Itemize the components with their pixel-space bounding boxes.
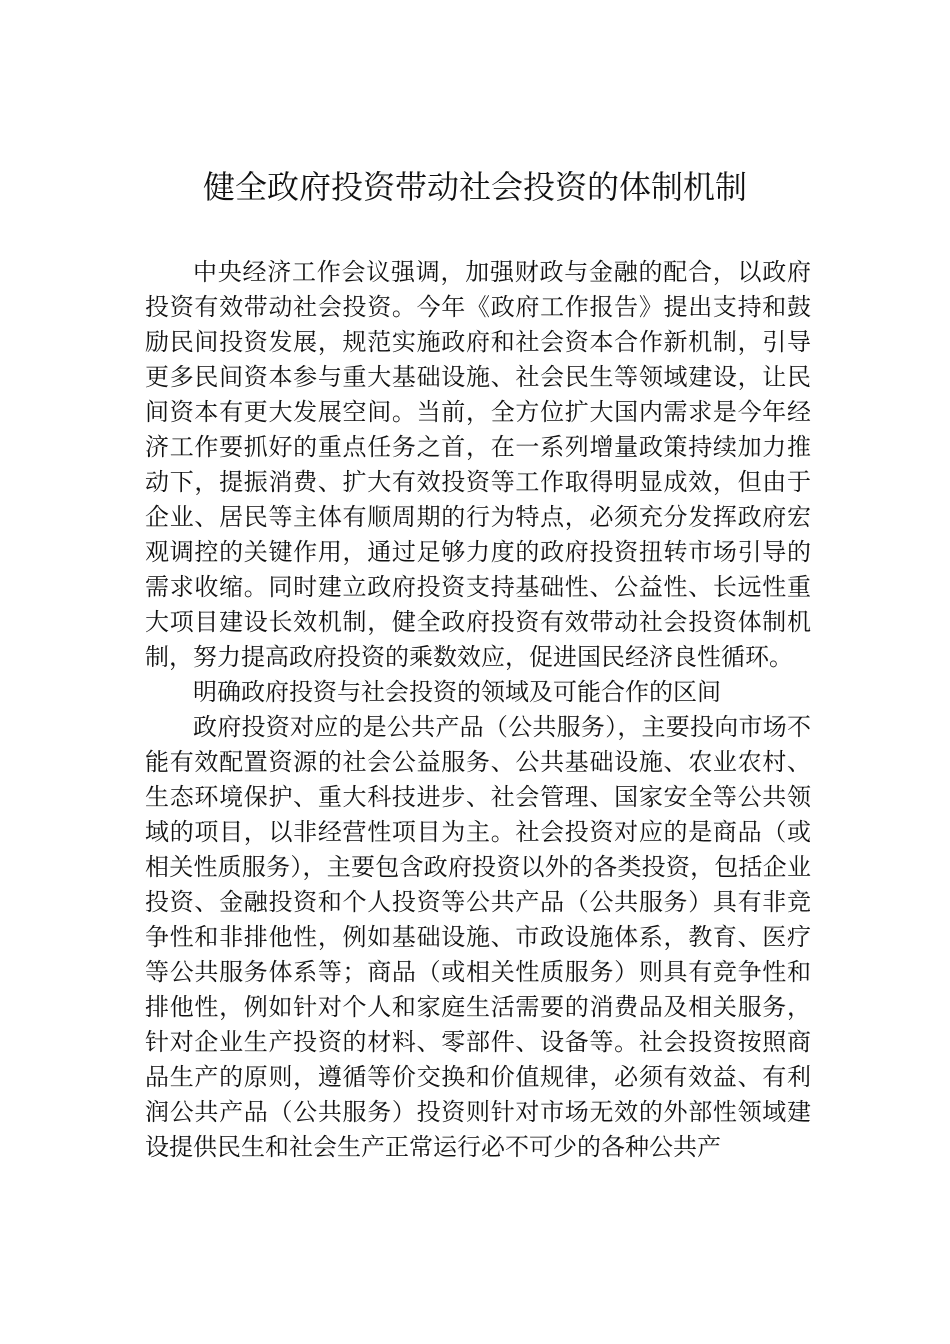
document-body	[145, 255, 811, 1165]
section-paragraph: 政府投资对应的是公共产品（公共服务），主要投向市场不能有效配置资源的社会公益服务、公共基础设施、农业农村、生态环境保护、重大科技进步、社会管理、国家安全等公共领域的项目，以非经营性项目为主。社会投资对应的是商品（或相关性质服务），主要包含政府投资以外的各类投资，包括企业投资、金融投资和个人投资等公共产品（公共服务）具有非竞争性和非排他性，例如基础设施、市政设施体系，教育、医疗等公共服务体系等；商品（或相关性质服务）则具有竞争性和排他性，例如针对个人和家庭生活需要的消费品及相关服务，针对企业生产投资的材料、零部件、设备等。社会投资按照商品生产的原则，遵循等价交换和价值规律，必须有效益、有利润公共产品（公共服务）投资则针对市场无效的外部性领域建设提供民生和社会生产正常运行必不可少的各种公共产	[145, 713, 811, 1161]
document-title: 健全政府投资带动社会投资的体制机制	[202, 168, 747, 206]
intro-paragraph: 中央经济工作会议强调，加强财政与金融的配合，以政府投资有效带动社会投资。今年《政府工作报告》提出支持和鼓励民间投资发展，规范实施政府和社会资本合作新机制，引导更多民间资本参与重大基础设施、社会民生等领域建设，让民间资本有更大发展空间。当前，全方位扩大国内需求是今年经济工作要抓好的重点任务之首，在一系列增量政策持续加力推动下，提振消费、扩大有效投资等工作取得明显成效，但由于企业、居民等主体有顺周期的行为特点，必须充分发挥政府宏观调控的关键作用，通过足够力度的政府投资扭转市场引导的需求收缩。同时建立政府投资支持基础性、公益性、长远性重大项目建设长效机制，健全政府投资有效带动社会投资体制机制，努力提高政府投资的乘数效应，促进国民经济良性循环。	[145, 258, 811, 671]
section-heading: 明确政府投资与社会投资的领域及可能合作的区间	[193, 678, 721, 706]
